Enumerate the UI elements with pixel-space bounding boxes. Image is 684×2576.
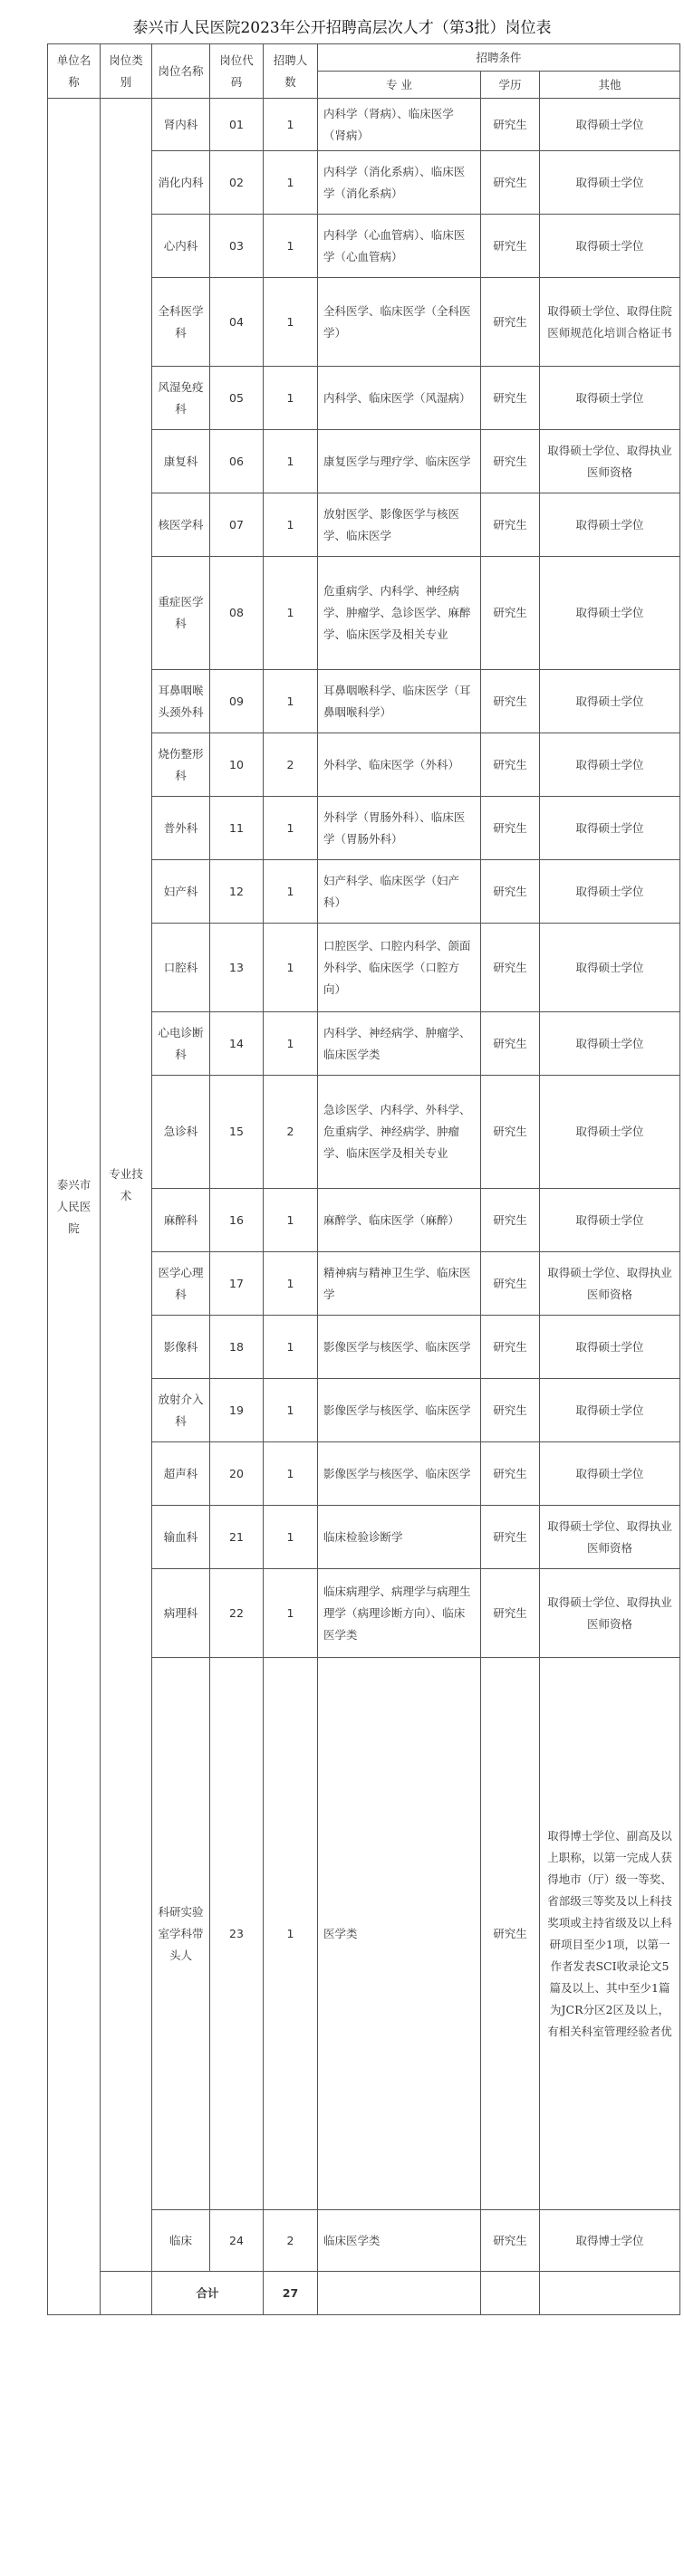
position-code-cell: 13 (210, 924, 264, 1012)
position-code-cell: 09 (210, 670, 264, 733)
other-requirement-cell: 取得硕士学位 (540, 733, 680, 797)
education-cell: 研究生 (481, 278, 540, 367)
position-code-cell: 14 (210, 1012, 264, 1076)
recruit-count-cell: 1 (264, 924, 318, 1012)
recruit-count-cell: 1 (264, 1316, 318, 1379)
position-code-cell: 23 (210, 1658, 264, 2210)
position-name-cell: 急诊科 (152, 1076, 210, 1189)
major-cell: 口腔医学、口腔内科学、颌面外科学、临床医学（口腔方向） (318, 924, 481, 1012)
position-name-cell: 重症医学科 (152, 557, 210, 670)
position-name-cell: 肾内科 (152, 99, 210, 151)
education-cell: 研究生 (481, 733, 540, 797)
major-cell: 临床医学类 (318, 2210, 481, 2272)
other-requirement-cell: 取得硕士学位 (540, 1189, 680, 1252)
recruit-count-cell: 1 (264, 215, 318, 278)
position-code-cell: 20 (210, 1442, 264, 1506)
recruit-count-cell: 1 (264, 1012, 318, 1076)
recruit-count-cell: 1 (264, 367, 318, 430)
education-cell: 研究生 (481, 1569, 540, 1658)
major-cell: 影像医学与核医学、临床医学 (318, 1442, 481, 1506)
education-cell: 研究生 (481, 557, 540, 670)
other-requirement-cell: 取得硕士学位 (540, 1012, 680, 1076)
major-cell: 康复医学与理疗学、临床医学 (318, 430, 481, 493)
position-code-cell: 01 (210, 99, 264, 151)
position-name-cell: 放射介入科 (152, 1379, 210, 1442)
other-requirement-cell: 取得硕士学位 (540, 797, 680, 860)
position-code-cell: 03 (210, 215, 264, 278)
position-name-cell: 口腔科 (152, 924, 210, 1012)
other-requirement-cell: 取得硕士学位 (540, 1076, 680, 1189)
major-cell: 妇产科学、临床医学（妇产科） (318, 860, 481, 924)
recruit-count-cell: 1 (264, 430, 318, 493)
header-position: 岗位名称 (152, 44, 210, 99)
header-conditions: 招聘条件 (318, 44, 680, 72)
total-empty-cell (318, 2272, 481, 2315)
position-name-cell: 消化内科 (152, 151, 210, 215)
major-cell: 耳鼻咽喉科学、临床医学（耳鼻咽喉科学） (318, 670, 481, 733)
other-requirement-cell: 取得硕士学位 (540, 151, 680, 215)
position-name-cell: 临床 (152, 2210, 210, 2272)
education-cell: 研究生 (481, 215, 540, 278)
recruit-count-cell: 1 (264, 557, 318, 670)
position-code-cell: 06 (210, 430, 264, 493)
major-cell: 急诊医学、内科学、外科学、危重病学、神经病学、肿瘤学、临床医学及相关专业 (318, 1076, 481, 1189)
education-cell: 研究生 (481, 99, 540, 151)
other-requirement-cell: 取得硕士学位、取得执业医师资格 (540, 430, 680, 493)
recruit-count-cell: 1 (264, 1379, 318, 1442)
header-education: 学历 (481, 72, 540, 99)
major-cell: 放射医学、影像医学与核医学、临床医学 (318, 493, 481, 557)
recruit-count-cell: 2 (264, 2210, 318, 2272)
position-code-cell: 18 (210, 1316, 264, 1379)
position-code-cell: 21 (210, 1506, 264, 1569)
position-name-cell: 耳鼻咽喉头颈外科 (152, 670, 210, 733)
recruit-count-cell: 1 (264, 860, 318, 924)
major-cell: 临床病理学、病理学与病理生理学（病理诊断方向）、临床医学类 (318, 1569, 481, 1658)
education-cell: 研究生 (481, 1658, 540, 2210)
major-cell: 外科学（胃肠外科）、临床医学（胃肠外科） (318, 797, 481, 860)
education-cell: 研究生 (481, 1442, 540, 1506)
position-name-cell: 超声科 (152, 1442, 210, 1506)
other-requirement-cell: 取得博士学位、副高及以上职称，以第一完成人获得地市（厅）级一等奖、省部级三等奖及以上科技奖项或主持省级及以上科研项目至少1项，以第一作者发表SCI收录论文5篇及以上、其中至少1篇为JCR分区2区及以上，有相关科室管理经验者优 (540, 1658, 680, 2210)
total-label: 合计 (152, 2272, 264, 2315)
recruit-count-cell: 2 (264, 1076, 318, 1189)
major-cell: 危重病学、内科学、神经病学、肿瘤学、急诊医学、麻醉学、临床医学及相关专业 (318, 557, 481, 670)
education-cell: 研究生 (481, 1189, 540, 1252)
other-requirement-cell: 取得硕士学位 (540, 215, 680, 278)
other-requirement-cell: 取得硕士学位 (540, 99, 680, 151)
recruit-count-cell: 1 (264, 1569, 318, 1658)
header-unit: 单位名称 (48, 44, 101, 99)
recruit-count-cell: 1 (264, 1442, 318, 1506)
education-cell: 研究生 (481, 151, 540, 215)
major-cell: 内科学（肾病）、临床医学（肾病） (318, 99, 481, 151)
page-title: 泰兴市人民医院2023年公开招聘高层次人才（第3批）岗位表 (132, 19, 552, 37)
position-code-cell: 04 (210, 278, 264, 367)
other-requirement-cell: 取得硕士学位 (540, 924, 680, 1012)
other-requirement-cell: 取得硕士学位、取得执业医师资格 (540, 1506, 680, 1569)
other-requirement-cell: 取得博士学位 (540, 2210, 680, 2272)
position-name-cell: 核医学科 (152, 493, 210, 557)
other-requirement-cell: 取得硕士学位 (540, 860, 680, 924)
major-cell: 麻醉学、临床医学（麻醉） (318, 1189, 481, 1252)
recruit-count-cell: 1 (264, 1189, 318, 1252)
recruit-count-cell: 1 (264, 493, 318, 557)
education-cell: 研究生 (481, 430, 540, 493)
header-major: 专 业 (318, 72, 481, 99)
education-cell: 研究生 (481, 670, 540, 733)
position-name-cell: 妇产科 (152, 860, 210, 924)
header-code: 岗位代码 (210, 44, 264, 99)
position-code-cell: 24 (210, 2210, 264, 2272)
other-requirement-cell: 取得硕士学位、取得住院医师规范化培训合格证书 (540, 278, 680, 367)
recruit-count-cell: 2 (264, 733, 318, 797)
position-code-cell: 11 (210, 797, 264, 860)
position-name-cell: 输血科 (152, 1506, 210, 1569)
position-name-cell: 病理科 (152, 1569, 210, 1658)
education-cell: 研究生 (481, 924, 540, 1012)
recruit-count-cell: 1 (264, 670, 318, 733)
education-cell: 研究生 (481, 1506, 540, 1569)
major-cell: 外科学、临床医学（外科） (318, 733, 481, 797)
recruit-count-cell: 1 (264, 1658, 318, 2210)
position-code-cell: 08 (210, 557, 264, 670)
recruit-count-cell: 1 (264, 1252, 318, 1316)
post-category-cell: 专业技术 (101, 99, 152, 2272)
education-cell: 研究生 (481, 367, 540, 430)
major-cell: 精神病与精神卫生学、临床医学 (318, 1252, 481, 1316)
education-cell: 研究生 (481, 1012, 540, 1076)
major-cell: 内科学、临床医学（风湿病） (318, 367, 481, 430)
total-empty-cell (540, 2272, 680, 2315)
header-count: 招聘人数 (264, 44, 318, 99)
major-cell: 全科医学、临床医学（全科医学） (318, 278, 481, 367)
education-cell: 研究生 (481, 1076, 540, 1189)
position-code-cell: 22 (210, 1569, 264, 1658)
major-cell: 内科学、神经病学、肿瘤学、临床医学类 (318, 1012, 481, 1076)
education-cell: 研究生 (481, 2210, 540, 2272)
major-cell: 影像医学与核医学、临床医学 (318, 1379, 481, 1442)
total-count: 27 (264, 2272, 318, 2315)
recruit-count-cell: 1 (264, 151, 318, 215)
other-requirement-cell: 取得硕士学位 (540, 367, 680, 430)
position-name-cell: 普外科 (152, 797, 210, 860)
major-cell: 内科学（心血管病）、临床医学（心血管病） (318, 215, 481, 278)
other-requirement-cell: 取得硕士学位 (540, 557, 680, 670)
education-cell: 研究生 (481, 493, 540, 557)
position-name-cell: 影像科 (152, 1316, 210, 1379)
position-code-cell: 12 (210, 860, 264, 924)
header-other: 其他 (540, 72, 680, 99)
other-requirement-cell: 取得硕士学位 (540, 1316, 680, 1379)
position-name-cell: 科研实验室学科带头人 (152, 1658, 210, 2210)
position-code-cell: 02 (210, 151, 264, 215)
position-code-cell: 15 (210, 1076, 264, 1189)
major-cell: 影像医学与核医学、临床医学 (318, 1316, 481, 1379)
position-name-cell: 康复科 (152, 430, 210, 493)
table-row (48, 99, 680, 151)
major-cell: 临床检验诊断学 (318, 1506, 481, 1569)
total-empty-cell (481, 2272, 540, 2315)
position-name-cell: 烧伤整形科 (152, 733, 210, 797)
position-code-cell: 10 (210, 733, 264, 797)
header-category: 岗位类别 (101, 44, 152, 99)
other-requirement-cell: 取得硕士学位、取得执业医师资格 (540, 1252, 680, 1316)
position-name-cell: 全科医学科 (152, 278, 210, 367)
position-name-cell: 风湿免疫科 (152, 367, 210, 430)
education-cell: 研究生 (481, 860, 540, 924)
position-code-cell: 19 (210, 1379, 264, 1442)
other-requirement-cell: 取得硕士学位、取得执业医师资格 (540, 1569, 680, 1658)
total-row (48, 2272, 680, 2315)
other-requirement-cell: 取得硕士学位 (540, 493, 680, 557)
recruit-count-cell: 1 (264, 1506, 318, 1569)
major-cell: 医学类 (318, 1658, 481, 2210)
position-name-cell: 心内科 (152, 215, 210, 278)
major-cell: 内科学（消化系病）、临床医学（消化系病） (318, 151, 481, 215)
other-requirement-cell: 取得硕士学位 (540, 670, 680, 733)
recruitment-table (47, 43, 680, 2315)
position-code-cell: 07 (210, 493, 264, 557)
position-name-cell: 医学心理科 (152, 1252, 210, 1316)
education-cell: 研究生 (481, 1252, 540, 1316)
recruit-count-cell: 1 (264, 797, 318, 860)
position-code-cell: 05 (210, 367, 264, 430)
position-name-cell: 心电诊断科 (152, 1012, 210, 1076)
position-name-cell: 麻醉科 (152, 1189, 210, 1252)
position-code-cell: 17 (210, 1252, 264, 1316)
unit-name-cell: 泰兴市人民医院 (48, 99, 101, 2315)
other-requirement-cell: 取得硕士学位 (540, 1379, 680, 1442)
education-cell: 研究生 (481, 797, 540, 860)
education-cell: 研究生 (481, 1379, 540, 1442)
position-code-cell: 16 (210, 1189, 264, 1252)
recruit-count-cell: 1 (264, 99, 318, 151)
total-empty-cell (101, 2272, 152, 2315)
education-cell: 研究生 (481, 1316, 540, 1379)
other-requirement-cell: 取得硕士学位 (540, 1442, 680, 1506)
recruit-count-cell: 1 (264, 278, 318, 367)
